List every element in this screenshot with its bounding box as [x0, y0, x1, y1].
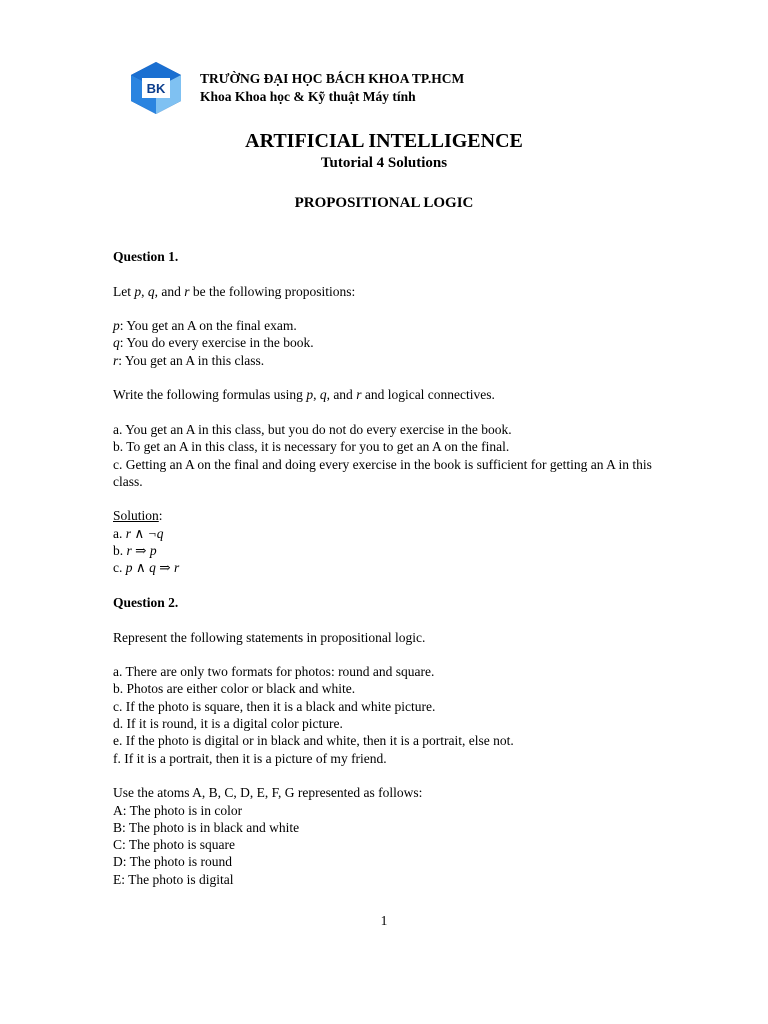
solution-c: c. p ∧ q ⇒ r — [113, 560, 180, 576]
atom-c: C: The photo is square — [113, 837, 235, 853]
q1-intro: Let p, q, and r be the following propositions: — [113, 283, 356, 299]
q2-item-b: b. Photos are either color or black and white. — [113, 681, 356, 697]
q1-instruction: Write the following formulas using p, q, and r and logical connectives. — [113, 387, 495, 403]
atoms-intro: Use the atoms A, B, C, D, E, F, G represented as follows: — [113, 785, 423, 801]
solution-label: Solution: — [113, 508, 163, 524]
document-title: ARTIFICIAL INTELLIGENCE — [245, 130, 523, 152]
atom-a: A: The photo is in color — [113, 802, 243, 818]
university-logo — [127, 60, 185, 116]
page-number: 1 — [380, 913, 388, 928]
q2-item-d: d. If it is round, it is a digital color picture. — [113, 716, 343, 732]
proposition-q: q: You do every exercise in the book. — [113, 335, 314, 351]
solution-b: b. r ⇒ p — [113, 543, 157, 559]
question-2-heading: Question 2. — [113, 594, 179, 610]
q1-item-b: b. To get an A in this class, it is necessary for you to get an A on the final. — [113, 439, 510, 455]
section-heading: PROPOSITIONAL LOGIC — [294, 195, 474, 211]
q2-item-f: f. If it is a portrait, then it is a picture of my friend. — [113, 750, 387, 766]
atom-d: D: The photo is round — [113, 854, 232, 870]
q2-item-e: e. If the photo is digital or in black and white, then it is a portrait, else not. — [113, 733, 514, 749]
q2-item-a: a. There are only two formats for photos: round and square. — [113, 664, 435, 680]
document-body — [113, 248, 673, 888]
proposition-p: p: You get an A on the final exam. — [113, 318, 297, 334]
logo-text: BK — [146, 81, 166, 96]
q1-item-c: c. Getting an A on the final and doing every exercise in the book is sufficient for getting an A in this class. — [113, 456, 652, 489]
institution-header — [200, 70, 464, 106]
q2-item-c: c. If the photo is square, then it is a black and white picture. — [113, 698, 436, 714]
question-1-heading: Question 1. — [113, 249, 179, 264]
document-subtitle: Tutorial 4 Solutions — [320, 155, 448, 171]
solution-a: a. r ∧ ¬q — [113, 525, 164, 541]
atom-e: E: The photo is digital — [113, 871, 234, 887]
faculty-name: Khoa Khoa học & Kỹ thuật Máy tính — [200, 89, 416, 104]
atom-b: B: The photo is in black and white — [113, 819, 300, 835]
q1-item-a: a. You get an A in this class, but you do not do every exercise in the book. — [113, 421, 512, 437]
proposition-r: r: You get an A in this class. — [113, 352, 265, 368]
university-name: TRƯỜNG ĐẠI HỌC BÁCH KHOA TP.HCM — [200, 71, 465, 86]
q2-intro: Represent the following statements in propositional logic. — [113, 629, 426, 645]
